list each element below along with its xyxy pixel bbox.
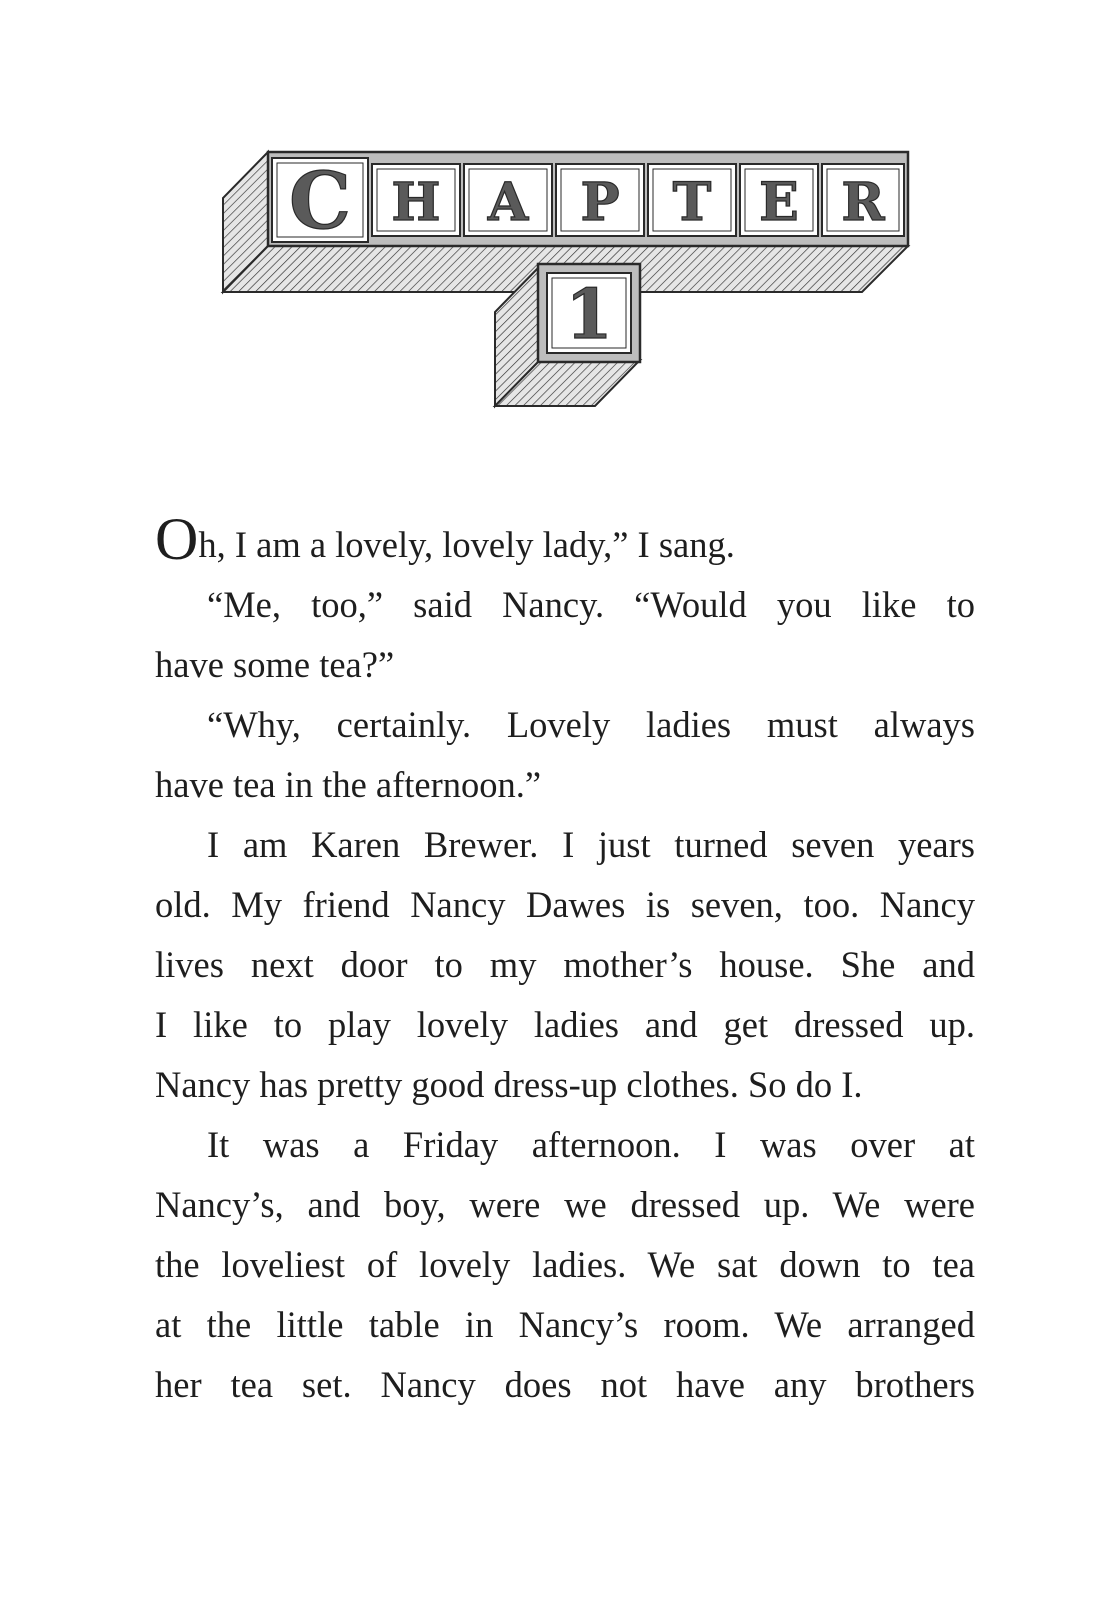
text-line [155, 1175, 975, 1235]
text-line [155, 1115, 975, 1175]
chapter-letter-tile [822, 164, 904, 236]
chapter-letter: T [672, 172, 712, 233]
chapter-letter-tile [556, 164, 644, 236]
chapter-letter: E [759, 172, 799, 233]
chapter-letter: P [580, 172, 620, 233]
text-line-content: lives next door to my mother’s house. She and [155, 944, 975, 985]
paragraph [155, 506, 975, 575]
text-line-content: Nancy has pretty good dress-up clothes. So do I. [155, 1064, 863, 1105]
chapter-letter-tile [740, 164, 818, 236]
text-line-content: have some tea?” [155, 644, 395, 685]
text-line-content: It was a Friday afternoon. I was over at [207, 1124, 975, 1165]
text-line-content: h, I am a lovely, lovely lady,” I sang. [198, 524, 735, 565]
paragraph [155, 695, 975, 815]
text-line [155, 755, 975, 815]
chapter-letter: A [487, 172, 529, 233]
text-line [155, 1055, 975, 1115]
text-line-content: at the little table in Nancy’s room. We arranged [155, 1304, 975, 1345]
text-line-content: Nancy’s, and boy, were we dressed up. We were [155, 1184, 975, 1225]
text-line-content: I am Karen Brewer. I just turned seven years [207, 824, 975, 865]
chapter-letter-tile [272, 156, 368, 247]
chapter-number: 1 [565, 275, 613, 355]
text-line [155, 1295, 975, 1355]
chapter-letter-tiles [272, 156, 904, 247]
text-line [155, 635, 975, 695]
text-line-content: “Why, certainly. Lovely ladies must always [207, 704, 975, 745]
text-line [155, 815, 975, 875]
chapter-letter: H [391, 172, 441, 233]
text-line [155, 695, 975, 755]
chapter-letter: C [288, 156, 352, 247]
text-line-content: have tea in the afternoon.” [155, 764, 542, 805]
chapter-letter: R [841, 172, 885, 233]
chapter-letter-tile [464, 164, 552, 236]
text-line [155, 1355, 975, 1415]
text-line [155, 935, 975, 995]
text-line-content: the loveliest of lovely ladies. We sat down to tea [155, 1244, 975, 1285]
paragraph [155, 575, 975, 695]
paragraph [155, 815, 975, 1115]
text-line [155, 575, 975, 635]
text-line [155, 875, 975, 935]
text-line-content: “Me, too,” said Nancy. “Would you like to [207, 584, 975, 625]
text-line [155, 1235, 975, 1295]
paragraph [155, 1115, 975, 1415]
chapter-block-art [220, 140, 920, 420]
chapter-letter-tile [648, 164, 736, 236]
text-line-content: old. My friend Nancy Dawes is seven, too. Nancy [155, 884, 975, 925]
chapter-heading [220, 140, 920, 420]
drop-cap: O [155, 506, 199, 572]
chapter-letter-tile [372, 164, 460, 236]
text-line-content: I like to play lovely ladies and get dressed up. [155, 1004, 975, 1045]
chapter-number-tile [547, 273, 631, 355]
text-line-content: her tea set. Nancy does not have any brothers [155, 1364, 975, 1405]
story-text [155, 506, 975, 1415]
text-line [155, 995, 975, 1055]
text-line [155, 506, 975, 575]
